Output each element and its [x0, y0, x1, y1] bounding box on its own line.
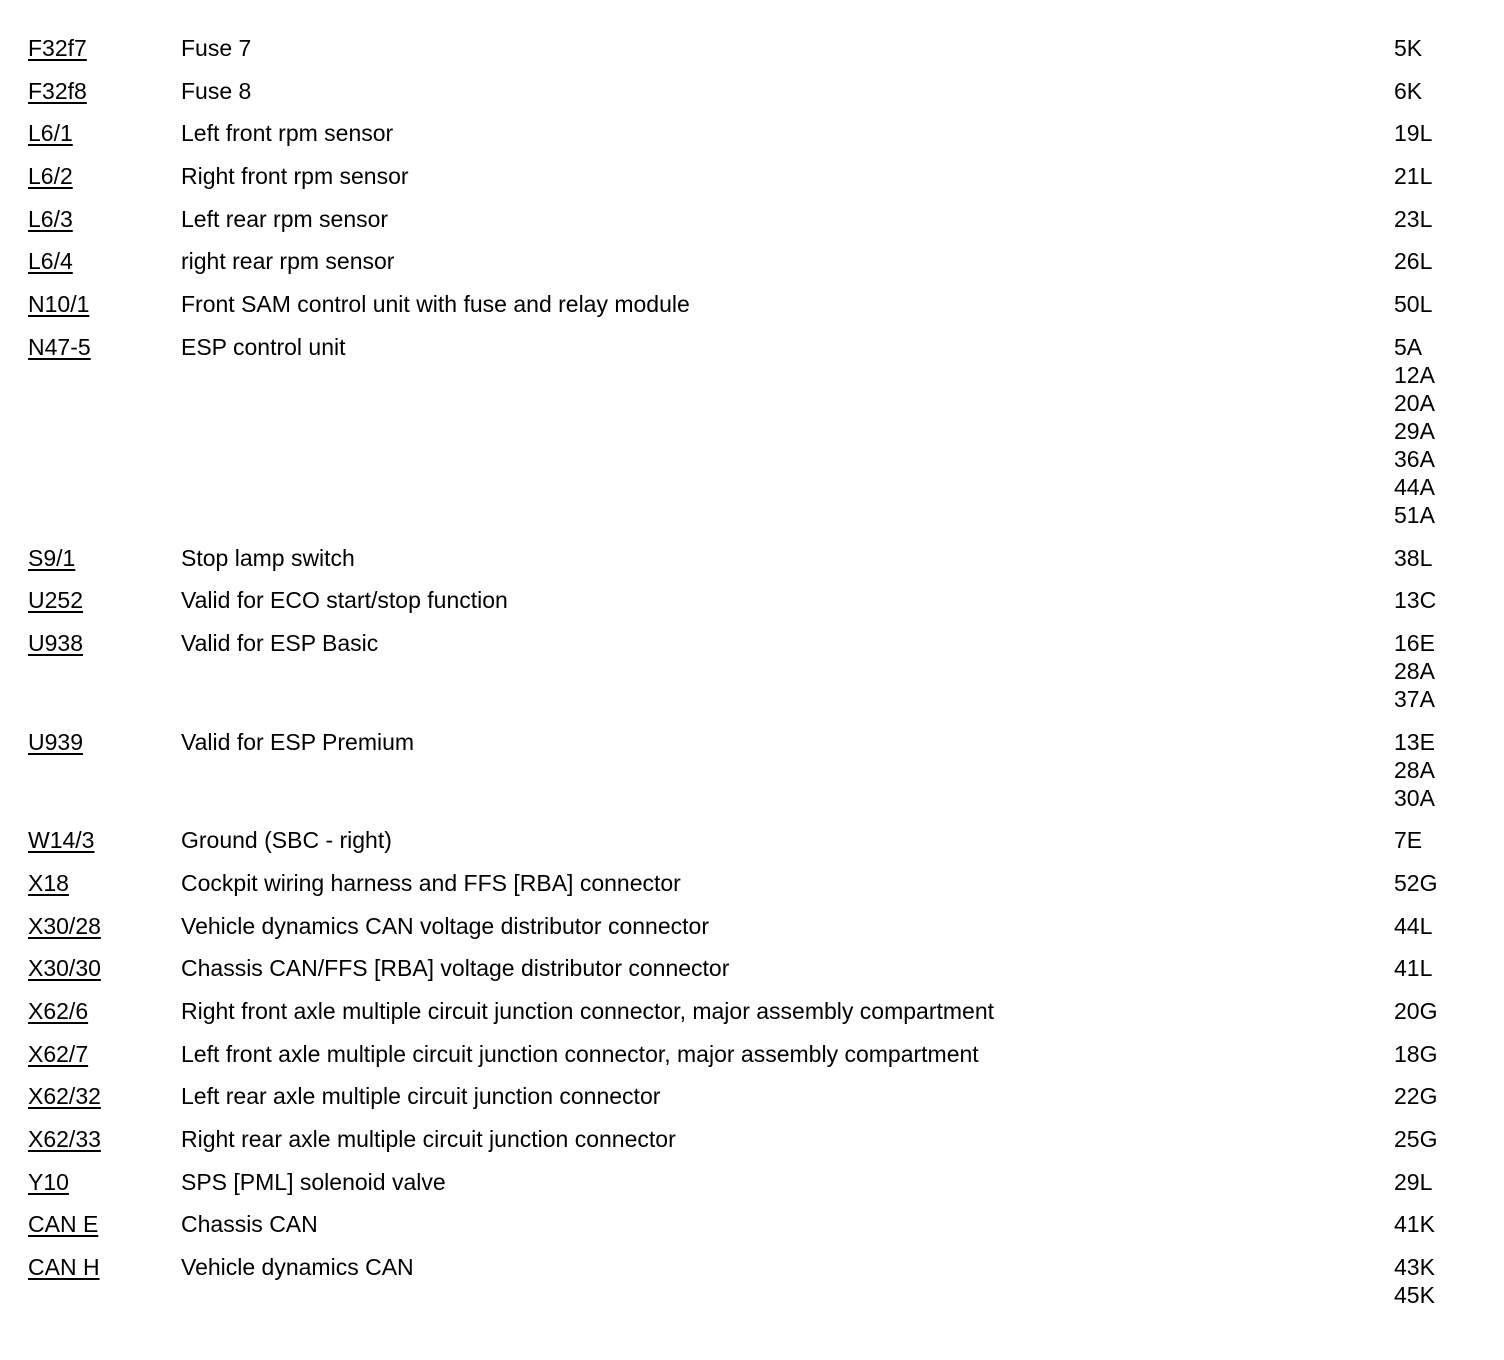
grid-reference: 44A [1394, 473, 1435, 500]
legend-row [0, 1168, 1504, 1211]
component-code-link[interactable]: U939 [28, 728, 83, 755]
component-description: Chassis CAN [181, 1211, 318, 1238]
grid-reference-list [1394, 954, 1504, 997]
component-code-link[interactable]: X62/32 [28, 1083, 101, 1110]
legend-row [0, 1040, 1504, 1083]
legend-row [0, 162, 1504, 205]
legend-row [0, 629, 1504, 728]
grid-reference: 26L [1394, 248, 1433, 275]
component-description: SPS [PML] solenoid valve [181, 1168, 446, 1195]
legend-row [0, 290, 1504, 333]
grid-reference: 28A [1394, 756, 1435, 783]
legend-row [0, 869, 1504, 912]
component-description: Left front axle multiple circuit junction connector, major assembly compartment [181, 1040, 979, 1067]
grid-reference: 13E [1394, 728, 1435, 755]
component-description: Right rear axle multiple circuit junction connector [181, 1126, 676, 1153]
legend-row [0, 728, 1504, 827]
grid-reference: 28A [1394, 657, 1435, 684]
grid-reference-list [1394, 826, 1504, 869]
component-code-link[interactable]: Y10 [28, 1168, 69, 1195]
grid-reference-list [1394, 290, 1504, 333]
component-code-link[interactable]: N47-5 [28, 333, 91, 360]
grid-reference: 51A [1394, 501, 1435, 528]
grid-reference: 36A [1394, 445, 1435, 472]
grid-reference-list [1394, 119, 1504, 162]
component-description: Right front rpm sensor [181, 163, 409, 190]
component-description: Stop lamp switch [181, 544, 355, 571]
grid-reference-list [1394, 77, 1504, 120]
grid-reference: 5K [1394, 35, 1423, 61]
grid-reference: 52G [1394, 869, 1438, 896]
component-code-link[interactable]: CAN H [28, 1254, 100, 1281]
grid-reference: 50L [1394, 291, 1433, 318]
grid-reference-list [1394, 333, 1504, 544]
grid-reference: 23L [1394, 205, 1433, 232]
component-code-link[interactable]: F32f8 [28, 77, 87, 104]
component-code-link[interactable]: L6/4 [28, 248, 73, 275]
component-description: Left rear axle multiple circuit junction connector [181, 1083, 661, 1110]
grid-reference: 45K [1394, 1282, 1435, 1309]
grid-reference: 19L [1394, 120, 1433, 147]
grid-reference: 29L [1394, 1168, 1433, 1195]
component-code-link[interactable]: X30/30 [28, 955, 101, 982]
grid-reference: 37A [1394, 685, 1435, 712]
legend-row [0, 119, 1504, 162]
component-description: Vehicle dynamics CAN [181, 1254, 414, 1281]
grid-reference-list [1394, 1210, 1504, 1253]
component-code-link[interactable]: CAN E [28, 1211, 99, 1238]
grid-reference-list [1394, 997, 1504, 1040]
component-code-link[interactable]: L6/3 [28, 205, 73, 232]
grid-reference: 20G [1394, 998, 1438, 1024]
legend-row [0, 333, 1504, 544]
component-description: Right front axle multiple circuit junction connector, major assembly compartment [181, 998, 995, 1024]
component-description: Valid for ESP Premium [181, 728, 415, 755]
component-description: Left rear rpm sensor [181, 205, 389, 232]
component-code-link[interactable]: X18 [28, 869, 69, 896]
component-description: right rear rpm sensor [181, 248, 395, 275]
legend-row [0, 1210, 1504, 1253]
grid-reference-list [1394, 1253, 1504, 1324]
component-description: Cockpit wiring harness and FFS [RBA] connector [181, 869, 681, 896]
legend-row [0, 826, 1504, 869]
grid-reference: 25G [1394, 1126, 1438, 1153]
grid-reference: 16E [1394, 629, 1435, 656]
component-code-link[interactable]: L6/2 [28, 163, 73, 190]
grid-reference: 38L [1394, 544, 1433, 571]
component-description: Fuse 8 [181, 77, 252, 104]
component-code-link[interactable]: X30/28 [28, 912, 101, 939]
grid-reference-list [1394, 1168, 1504, 1211]
grid-reference: 18G [1394, 1040, 1438, 1067]
grid-reference-list [1394, 1040, 1504, 1083]
component-description: Valid for ESP Basic [181, 629, 379, 656]
component-code-link[interactable]: U252 [28, 587, 83, 614]
component-description: Front SAM control unit with fuse and relay module [181, 291, 690, 318]
component-code-link[interactable]: W14/3 [28, 827, 95, 854]
grid-reference-list [1394, 205, 1504, 248]
component-description: Fuse 7 [181, 35, 252, 61]
component-code-link[interactable]: S9/1 [28, 544, 76, 571]
component-code-link[interactable]: U938 [28, 629, 83, 656]
component-legend-list [0, 34, 1504, 1324]
component-code-link[interactable]: N10/1 [28, 291, 90, 318]
legend-row [0, 247, 1504, 290]
grid-reference: 41L [1394, 955, 1433, 982]
grid-reference-list [1394, 912, 1504, 955]
grid-reference: 44L [1394, 912, 1433, 939]
component-code-link[interactable]: X62/6 [28, 998, 89, 1024]
grid-reference-list [1394, 544, 1504, 587]
grid-reference-list [1394, 247, 1504, 290]
grid-reference: 22G [1394, 1083, 1438, 1110]
legend-row [0, 586, 1504, 629]
grid-reference-list [1394, 586, 1504, 629]
grid-reference-list [1394, 34, 1504, 77]
legend-row [0, 544, 1504, 587]
component-description: Valid for ECO start/stop function [181, 587, 508, 614]
component-description: ESP control unit [181, 333, 346, 360]
grid-reference: 7E [1394, 827, 1423, 854]
legend-row [0, 34, 1504, 77]
grid-reference-list [1394, 1082, 1504, 1125]
grid-reference: 30A [1394, 784, 1435, 811]
component-code-link[interactable]: X62/33 [28, 1126, 101, 1153]
legend-row [0, 1125, 1504, 1168]
component-description: Ground (SBC - right) [181, 827, 392, 854]
grid-reference: 41K [1394, 1211, 1435, 1238]
component-code-link[interactable]: X62/7 [28, 1040, 89, 1067]
grid-reference: 13C [1394, 587, 1437, 614]
grid-reference-list [1394, 869, 1504, 912]
grid-reference-list [1394, 1125, 1504, 1168]
grid-reference: 43K [1394, 1254, 1435, 1281]
grid-reference: 6K [1394, 77, 1423, 104]
component-description: Left front rpm sensor [181, 120, 394, 147]
grid-reference: 5A [1394, 333, 1423, 360]
legend-row [0, 77, 1504, 120]
grid-reference: 12A [1394, 361, 1435, 388]
component-description: Chassis CAN/FFS [RBA] voltage distributor connector [181, 955, 730, 982]
component-code-link[interactable]: F32f7 [28, 35, 87, 61]
legend-row [0, 1082, 1504, 1125]
legend-row [0, 1253, 1504, 1324]
component-code-link[interactable]: L6/1 [28, 120, 73, 147]
grid-reference-list [1394, 728, 1504, 827]
legend-row [0, 912, 1504, 955]
grid-reference: 29A [1394, 417, 1435, 444]
legend-row [0, 997, 1504, 1040]
grid-reference: 21L [1394, 163, 1433, 190]
component-description: Vehicle dynamics CAN voltage distributor connector [181, 912, 709, 939]
grid-reference-list [1394, 162, 1504, 205]
legend-row [0, 954, 1504, 997]
grid-reference: 20A [1394, 389, 1435, 416]
grid-reference-list [1394, 629, 1504, 728]
legend-row [0, 205, 1504, 248]
